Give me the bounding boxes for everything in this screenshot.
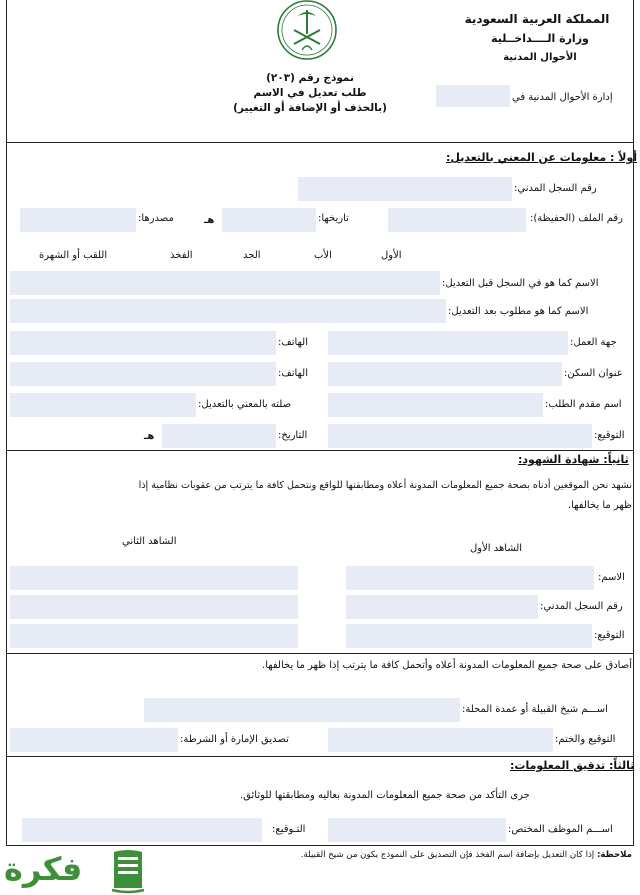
- form-number: نموذج رقم (٢٠٣): [266, 72, 354, 84]
- emirate-label: تصديق الإمارة أو الشرطة:: [180, 734, 289, 745]
- applicant-label: اسم مقدم الطلب:: [545, 399, 622, 410]
- ministry-name: وزارة الــــداخــلية: [491, 32, 589, 45]
- fikra-book-icon: [108, 848, 148, 894]
- sign-seal-field[interactable]: [328, 728, 553, 752]
- employee-field[interactable]: [328, 818, 506, 842]
- witness2-heading: الشاهد الثاني: [122, 536, 177, 547]
- work-label: جهة العمل:: [570, 337, 617, 348]
- witness-name-label: الاسم:: [598, 572, 625, 583]
- verification-statement: جرى التأكد من صحة جميع المعلومات المدونة بعاليه ومطابقتها للوثائق.: [240, 790, 530, 801]
- applicant-signature-field[interactable]: [328, 424, 592, 448]
- approval-divider: [6, 756, 634, 757]
- approval-statement: أصادق على صحة جميع المعلومات المدونة أعلاه وأتحمل كافة ما يترتب إذا ظهر ما يخالفها.: [262, 660, 632, 671]
- witness-civil-record-label: رقم السجل المدني:: [540, 601, 623, 612]
- name-part-father: الأب: [314, 250, 332, 261]
- home-phone-field[interactable]: [10, 362, 276, 386]
- office-label: إدارة الأحوال المدنية في: [512, 92, 613, 103]
- work-phone-label: الهاتف:: [278, 337, 308, 348]
- civil-record-label: رقم السجل المدني:: [514, 183, 597, 194]
- address-label: عنوان السكن:: [564, 368, 623, 379]
- name-part-first: الأول: [381, 250, 402, 261]
- source-label: مصدرها:: [138, 213, 174, 224]
- section1-title: أولاً : معلومات عن المعني بالتعديل:: [446, 151, 638, 164]
- section2-title: ثانياً: شهادة الشهود:: [518, 453, 629, 466]
- note-body: إذا كان التعديل بإضافة اسم الفخذ فإن التصديق على النموذج يكون من شيخ القبيلة.: [300, 850, 595, 860]
- hijri-mark: هـ: [204, 215, 215, 226]
- civil-record-field[interactable]: [298, 177, 512, 201]
- witness2-civil-record-field[interactable]: [10, 595, 298, 619]
- witness-statement-line1: نشهد نحن الموقعين أدناه بصحة جميع المعلومات المدونة أعلاه ومطابقتها للواقع ونتحمل كافة ما يترتب من عقوبات نظامية إذا: [138, 480, 632, 491]
- home-phone-label: الهاتف:: [278, 368, 308, 379]
- file-number-label: رقم الملف (الحفيظة):: [530, 213, 623, 224]
- sheikh-label: اســـم شيخ القبيلة أو عمدة المحلة:: [462, 704, 608, 715]
- department-name: الأحوال المدنية: [503, 52, 577, 63]
- name-before-label: الاسم كما هو في السجل قبل التعديل:: [442, 278, 599, 289]
- section2-divider: [6, 653, 634, 654]
- source-field[interactable]: [20, 208, 136, 232]
- name-after-label: الاسم كما هو مطلوب بعد التعديل:: [448, 306, 589, 317]
- name-before-field[interactable]: [10, 271, 440, 295]
- section3-title: ثالثاً: تدقيق المعلومات:: [510, 759, 635, 772]
- fikra-logo-text: فكرة: [4, 850, 83, 888]
- work-field[interactable]: [328, 331, 568, 355]
- section3-divider: [6, 845, 634, 846]
- frame-left-line: [6, 0, 7, 845]
- relation-field[interactable]: [10, 393, 196, 417]
- applicant-signature-label: التوقيع:: [594, 430, 625, 441]
- form-subtitle: (بالحذف أو الإضافة أو التغيير): [233, 102, 387, 114]
- employee-signature-label: التـوقيع:: [272, 824, 306, 835]
- section1-divider: [6, 450, 634, 451]
- witness1-signature-field[interactable]: [346, 624, 592, 648]
- file-date-label: تاريخها:: [318, 213, 349, 224]
- sheikh-field[interactable]: [144, 698, 460, 722]
- witness1-name-field[interactable]: [346, 566, 594, 590]
- witness1-heading: الشاهد الأول: [470, 543, 523, 554]
- relation-label: صلته بالمعني بالتعديل:: [198, 399, 292, 410]
- application-hijri-mark: هـ: [144, 431, 155, 442]
- name-part-clan: الفخذ: [170, 250, 193, 261]
- file-number-field[interactable]: [388, 208, 526, 232]
- emirate-field[interactable]: [10, 728, 178, 752]
- applicant-field[interactable]: [328, 393, 543, 417]
- witness-signature-label: التوقيع:: [594, 630, 625, 641]
- name-part-surname: اللقب أو الشهرة: [39, 250, 108, 261]
- fikra-logo: [4, 848, 154, 894]
- address-field[interactable]: [328, 362, 562, 386]
- employee-label: اســـم الموظف المختص:: [508, 824, 613, 835]
- form-title: طلب تعديل في الاسم: [253, 87, 367, 99]
- witness2-signature-field[interactable]: [10, 624, 298, 648]
- saudi-emblem-icon: [272, 0, 342, 62]
- header-divider: [6, 142, 634, 143]
- work-phone-field[interactable]: [10, 331, 276, 355]
- sign-seal-label: التوقيع والختم:: [555, 734, 616, 745]
- frame-right-line: [633, 0, 634, 845]
- name-part-grandfather: الجد: [243, 250, 261, 261]
- name-after-field[interactable]: [10, 299, 446, 323]
- application-date-field[interactable]: [162, 424, 276, 448]
- witness2-name-field[interactable]: [10, 566, 298, 590]
- application-date-label: التاريخ:: [278, 430, 308, 441]
- employee-signature-field[interactable]: [22, 818, 262, 842]
- note-text: [301, 850, 632, 860]
- witness1-civil-record-field[interactable]: [346, 595, 538, 619]
- note-label: ملاحظة:: [596, 850, 632, 860]
- witness-statement-line2: ظهر ما يخالفها.: [567, 500, 632, 511]
- kingdom-name: المملكة العربية السعودية: [464, 12, 610, 26]
- office-field[interactable]: [436, 85, 510, 107]
- file-date-field[interactable]: [222, 208, 316, 232]
